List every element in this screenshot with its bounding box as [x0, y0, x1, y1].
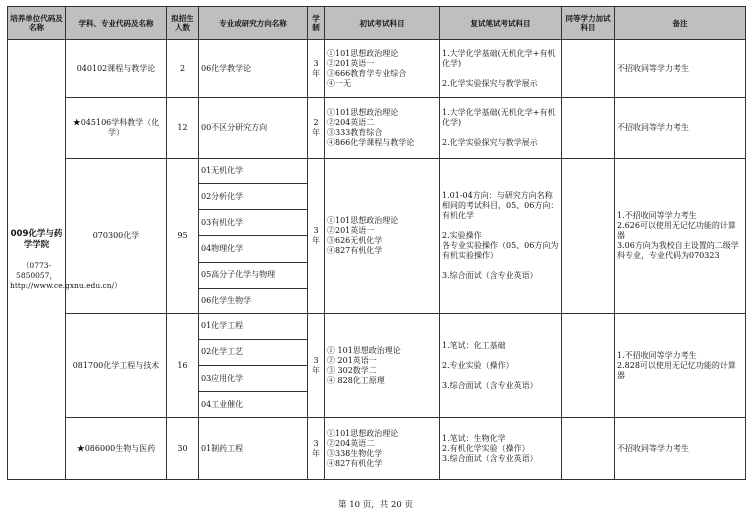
header-exam1: 初试考试科目 [325, 7, 440, 40]
direction-cell: 01制药工程 [199, 418, 308, 480]
table-row [8, 98, 746, 159]
direction-item: 01无机化学 [199, 159, 307, 184]
exam2-cell: 1.笔试：生物化学 2.有机化学实验（操作） 3.综合面试（含专业英语） [440, 418, 562, 480]
header-direction: 专业或研究方向名称 [199, 7, 308, 40]
exam1-cell: ①101思想政治理论 ②204英语二 ③333教育综合 ④866化学课程与教学论 [325, 98, 440, 159]
direction-item: 04物理化学 [199, 236, 307, 262]
exam2-cell: 1.大学化学基础(无机化学+有机化学) 2.化学实验探究与教学展示 [440, 98, 562, 159]
department-name: 009化学与药学学院 [10, 228, 63, 250]
admissions-table [7, 6, 746, 480]
direction-item: 02化学工艺 [199, 339, 307, 365]
table-row [8, 418, 746, 480]
major-cell: 070300化学 [66, 159, 167, 314]
years-cell: 3年 [308, 159, 325, 314]
direction-cell: 06化学教学论 [199, 40, 308, 98]
years-cell: 2年 [308, 98, 325, 159]
direction-item: 03应用化学 [199, 365, 307, 391]
header-extra: 同等学力加试科目 [562, 7, 615, 40]
direction-item: 06化学生物学 [201, 295, 252, 305]
extra-cell [562, 159, 615, 314]
remark-cell: 不招收同等学力考生 [615, 98, 746, 159]
remark-cell: 1.不招收同等学力考生 2.828可以使用无记忆功能的计算器 [615, 314, 746, 418]
remark-cell: 不招收同等学力考生 [615, 40, 746, 98]
major-cell: 040102课程与教学论 [66, 40, 167, 98]
exam1-cell: ① 101思想政治理论 ② 201英语一 ③ 302数学二 ④ 828化工原理 [325, 314, 440, 418]
extra-cell [562, 98, 615, 159]
direction-item: 04工业催化 [201, 399, 244, 409]
quota-cell: 16 [167, 314, 199, 418]
header-row [8, 7, 746, 40]
exam2-cell: 1.大学化学基础(无机化学+有机化学) 2.化学实验探究与教学展示 [440, 40, 562, 98]
quota-cell: 12 [167, 98, 199, 159]
table-row [8, 314, 746, 418]
exam1-cell: ①101思想政治理论 ②201英语一 ③666教育学专业综合 ④一无 [325, 40, 440, 98]
major-cell: ★045106学科教学（化学） [66, 98, 167, 159]
table-row [8, 159, 746, 314]
header-years: 学制 [308, 7, 325, 40]
direction-item: 05高分子化学与物理 [199, 262, 307, 288]
exam1-cell: ①101思想政治理论 ②204英语二 ③338生物化学 ④827有机化学 [325, 418, 440, 480]
remark-cell: 1.不招收同等学力考生 2.626可以使用无记忆功能的计算器 3.06方向为我校自主设置的二级学科专业，专业代码为070323 [615, 159, 746, 314]
header-remark: 备注 [615, 7, 746, 40]
header-quota: 拟招生人数 [167, 7, 199, 40]
extra-cell [562, 418, 615, 480]
years-cell: 3年 [308, 314, 325, 418]
remark-cell: 不招收同等学力考生 [615, 418, 746, 480]
years-cell: 3年 [308, 40, 325, 98]
quota-cell: 30 [167, 418, 199, 480]
header-exam2: 复试笔试考试科目 [440, 7, 562, 40]
department-contact: （0773-5850057，http://www.ce.gxnu.edu.cn/） [10, 260, 122, 290]
header-unit: 培养单位代码及名称 [8, 7, 66, 40]
exam2-cell: 1.笔试：化工基础 2.专业实验（操作） 3.综合面试（含专业英语） [440, 314, 562, 418]
direction-item: 03有机化学 [199, 210, 307, 236]
major-cell: ★086000生物与医药 [66, 418, 167, 480]
exam2-cell: 1.01-04方向：与研究方向名称相同的考试科目，05、06方向：有机化学 2.实验操作 各专业实验操作（05、06方向为有机实验操作） 3.综合面试（含专业英语） [440, 159, 562, 314]
table-row [8, 40, 746, 98]
extra-cell [562, 40, 615, 98]
extra-cell [562, 314, 615, 418]
major-cell: 081700化学工程与技术 [66, 314, 167, 418]
page-footer: 第 10 页，共 20 页 [338, 500, 413, 510]
header-major: 学科、专业代码及名称 [66, 7, 167, 40]
direction-item: 02分析化学 [199, 184, 307, 210]
quota-cell: 2 [167, 40, 199, 98]
years-cell: 3年 [308, 418, 325, 480]
exam1-cell: ①101思想政治理论 ②201英语一 ③626无机化学 ④827有机化学 [325, 159, 440, 314]
direction-list [199, 159, 308, 314]
direction-cell: 00不区分研究方向 [199, 98, 308, 159]
direction-list [199, 314, 308, 418]
direction-item: 01化学工程 [199, 314, 307, 339]
quota-cell: 95 [167, 159, 199, 314]
